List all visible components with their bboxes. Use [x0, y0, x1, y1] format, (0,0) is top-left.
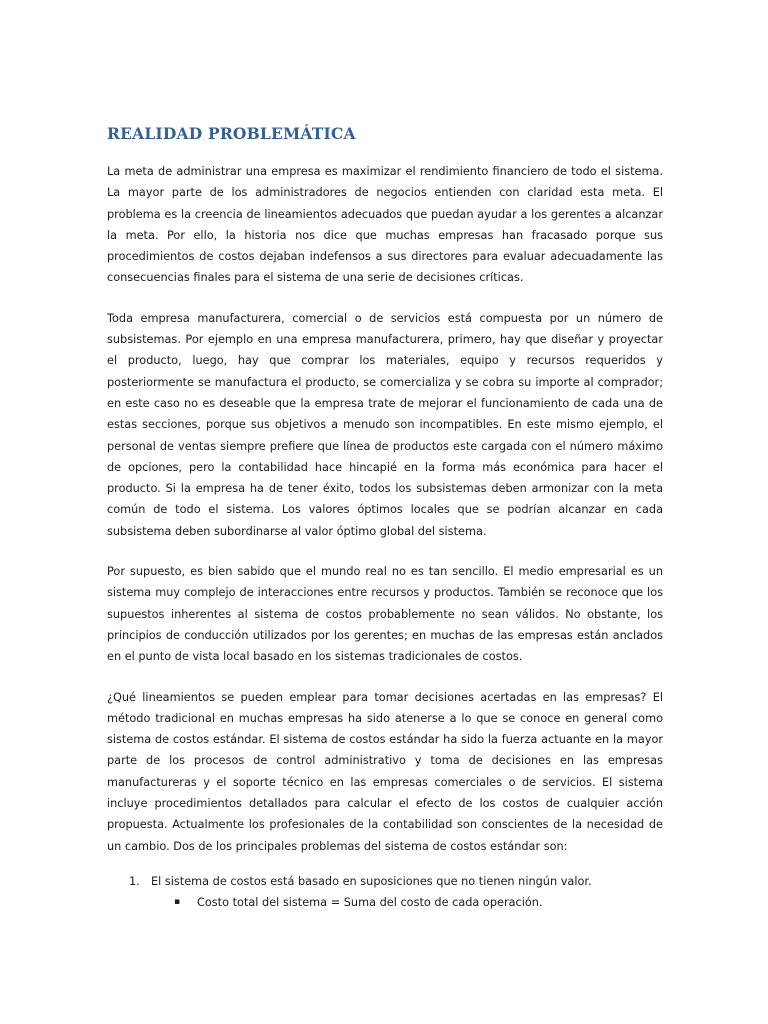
sub-list-item — [107, 892, 663, 913]
list-item — [107, 871, 663, 892]
sub-list-item-text: Costo total del sistema = Suma del costo de cada operación. — [197, 895, 543, 909]
paragraph-3: Por supuesto, es bien sabido que el mundo real no es tan sencillo. El medio empresarial es un sistema muy complejo de interacciones entre recursos y productos. También se reconoce que los supuestos inherentes al sistema de costos probablemente no sean válidos. No obstante, los principios de conducción utilizados por los gerentes; en muchas de las empresas están anclados en el punto de vista local basado en los sistemas tradicionales de costos. — [107, 565, 663, 664]
section-title: REALIDAD PROBLEMÁTICA — [107, 124, 356, 143]
square-bullet-icon: ▪ — [174, 896, 181, 907]
paragraph-4: ¿Qué lineamientos se pueden emplear para tomar decisiones acertadas en las empresas? El método tradicional en muchas empresas ha sido atenerse a lo que se conoce en general como sistema de costos estándar. El sistema de costos estándar ha sido la fuerza actuante en la mayor parte de los procesos de control administrativo y toma de decisiones en las empresas manufactureras y el soporte técnico en las empresas comerciales o de servicios. El sistema incluye procedimientos detallados para calcular el efecto de los costos de cualquier acción propuesta. Actualmente los profesionales de la contabilidad son conscientes de la necesidad de un cambio. Dos de los principales problemas del sistema de costos estándar son: — [107, 690, 663, 853]
document-body — [107, 124, 663, 913]
numbered-list — [107, 871, 663, 913]
paragraph-2: Toda empresa manufacturera, comercial o de servicios está compuesta por un número de subsistemas. Por ejemplo en una empresa manufacturera, primero, hay que diseñar y proyectar el producto, luego, hay que comprar los materiales, equipo y recursos requeridos y posteriormente se manufactura el producto, se comercializa y se cobra su importe al comprador; en este caso no es deseable que la empresa trate de mejorar el funcionamiento de cada una de estas secciones, porque sus objetivos a menudo son incompatibles. En este mismo ejemplo, el personal de ventas siempre prefiere que línea de productos este cargada con el número máximo de opciones, pero la contabilidad hace hincapié en la forma más económica para hacer el producto. Si la empresa ha de tener éxito, todos los subsistemas deben armonizar con la meta común de todo el sistema. Los valores óptimos locales que se podrían alcanzar en cada subsistema deben subordinarse al valor óptimo global del sistema. — [107, 311, 663, 538]
paragraph-1: La meta de administrar una empresa es maximizar el rendimiento financiero de todo el sistema. La mayor parte de los administradores de negocios entienden con claridad esta meta. El problema es la creencia de lineamientos adecuados que puedan ayudar a los gerentes a alcanzar la meta. Por ello, la historia nos dice que muchas empresas han fracasado porque sus procedimientos de costos dejaban indefensos a sus directores para evaluar adecuadamente las consecuencias finales para el sistema de una serie de decisiones críticas. — [107, 165, 663, 285]
list-item-number: 1. — [129, 874, 140, 888]
list-item-text: El sistema de costos está basado en suposiciones que no tienen ningún valor. — [151, 874, 592, 888]
